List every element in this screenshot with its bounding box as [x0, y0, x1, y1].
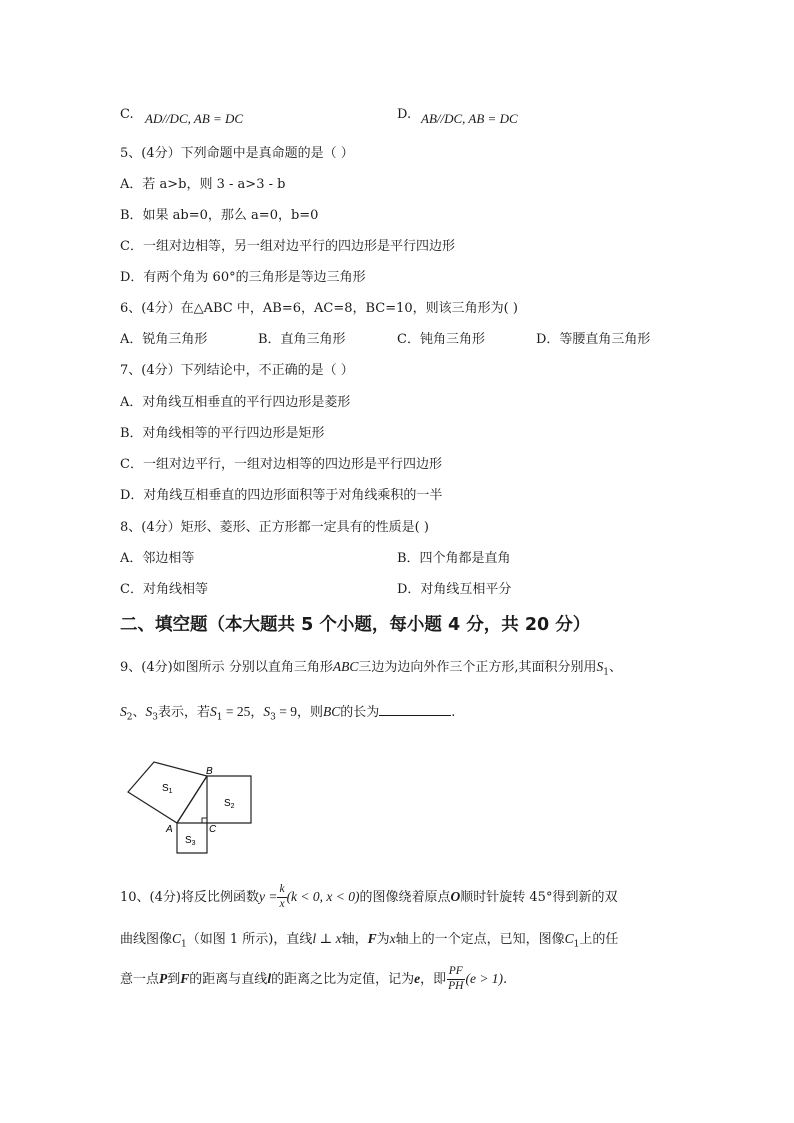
q9-s3-sub: 3: [152, 712, 158, 723]
q4-option-d-math: AB//DC, AB = DC: [421, 111, 518, 126]
q10-line-3: [120, 962, 507, 996]
q9-bc: BC: [323, 704, 341, 719]
q7-option-b: B．对角线相等的平行四边形是矩形: [120, 426, 325, 441]
q9-text3: 的长为: [340, 705, 380, 720]
q4-option-c-label: C.: [120, 107, 134, 122]
figure-label-a: A: [166, 824, 173, 835]
q10-l3-mid3: 的距离之比为定值，记为: [271, 971, 415, 987]
q9-triangle-abc: ABC: [332, 659, 359, 674]
q8-option-a: A．邻边相等: [120, 551, 195, 566]
q5-option-b: B．如果 ab=0，那么 a=0，b=0: [120, 208, 319, 223]
q9-line-1: [120, 660, 622, 678]
q10-e-condition: (e > 1): [465, 971, 504, 987]
q10-condition: (k < 0, x < 0): [286, 889, 360, 905]
figure-q9-squares: [118, 760, 268, 865]
q10-line-1: [120, 882, 617, 912]
q9-period: .: [451, 705, 456, 720]
q10-f: F: [367, 931, 377, 946]
q9-line-2: [120, 703, 455, 723]
q5-option-d: D．有两个角为 60°的三角形是等边三角形: [120, 270, 366, 285]
q9-comma: ，: [250, 705, 264, 720]
q9-s2: S: [120, 704, 127, 719]
q9-eq2: S: [263, 704, 271, 719]
q10-fraction-k-over-x: [277, 883, 286, 910]
q10-c1: C: [172, 931, 182, 946]
q9-mid: 三边为边向外作三个正方形,其面积分别用: [358, 660, 597, 675]
q6-option-a: A．锐角三角形: [120, 332, 208, 347]
q6-stem: 6、(4分）在△ABC 中，AB=6，AC=8，BC=10，则该三角形为( ): [120, 301, 518, 316]
q6-option-c: C．钝角三角形: [397, 332, 485, 347]
q5-option-a: A．若 a>b，则 3 - a>3 - b: [120, 177, 286, 192]
q8-option-d: D．对角线互相平分: [397, 582, 512, 597]
q10-line1-end: 顺时针旋转 45°得到新的双: [460, 889, 618, 905]
q7-stem: 7、(4分）下列结论中，不正确的是（ ）: [120, 363, 354, 378]
figure-label-c: C: [209, 824, 217, 835]
q10-c1b-sub: 1: [573, 939, 580, 950]
q9-s1-sub: 1: [603, 667, 609, 678]
q10-frac2-num: PF: [447, 965, 465, 979]
q10-e: e: [414, 971, 421, 987]
figure-label-s2: $S_2$: [224, 798, 235, 810]
q10-line-perp: l ⊥ x: [312, 931, 342, 946]
q4-option-d: [397, 108, 411, 121]
q9-eq2-val: = 9: [275, 704, 297, 719]
q10-l2-mid2: 轴，: [341, 932, 368, 947]
q10-origin-o: O: [450, 889, 461, 905]
figure-label-b: B: [206, 766, 213, 777]
q9-line1-end: 、: [608, 660, 622, 675]
q10-l2-mid4: 轴上的一个定点，已知，图像: [395, 932, 565, 947]
q10-l3-mid4: ，即: [420, 971, 447, 987]
q10-x: x: [389, 931, 396, 946]
q10-l3-start: 意一点: [120, 971, 160, 987]
q8-stem: 8、(4分）矩形、菱形、正方形都一定具有的性质是( ): [120, 520, 429, 535]
q10-l2-mid3: 为: [376, 932, 390, 947]
q9-eq1-sub: 1: [216, 712, 223, 723]
q10-c1b: C: [564, 931, 574, 946]
q9-eq1: S: [210, 704, 217, 719]
q10-l2-end: 上的任: [579, 932, 619, 947]
q10-frac-den: x: [279, 897, 285, 910]
q9-s3: S: [145, 704, 153, 719]
q9-sep: 、: [132, 705, 146, 720]
q6-option-d: D．等腰直角三角形: [536, 332, 651, 347]
square-s3: [177, 823, 207, 853]
figure-label-s1: $S_1$: [162, 783, 173, 795]
q9-eq2-sub: 3: [270, 712, 276, 723]
q8-option-c: C．对角线相等: [120, 582, 208, 597]
right-angle-mark: [202, 818, 207, 823]
q7-option-d: D．对角线互相垂直的四边形面积等于对角线乘积的一半: [120, 488, 443, 503]
q9-s1: S: [596, 659, 604, 674]
q9-answer-blank[interactable]: [379, 703, 451, 716]
q10-l: l: [267, 971, 272, 987]
q10-frac2-den: PH: [448, 979, 464, 992]
q10-f2: F: [180, 971, 190, 987]
q4-option-c: [120, 108, 134, 121]
q9-s2-sub: 2: [126, 712, 133, 723]
q4-option-c-math: AD//DC, AB = DC: [145, 111, 244, 126]
q10-l3-mid1: 到: [167, 971, 181, 987]
q10-prefix: 10、(4分)将反比例函数: [120, 889, 259, 905]
q10-line-2: [120, 932, 618, 950]
q10-l2-mid1: （如图 1 所示)，直线: [186, 932, 313, 947]
section-heading: 二、填空题（本大题共 5 个小题，每小题 4 分，共 20 分）: [120, 615, 591, 635]
q9-text1: 表示，若: [157, 705, 210, 720]
q10-frac-num: k: [277, 883, 286, 897]
q6-option-b: B．直角三角形: [258, 332, 346, 347]
q10-fraction-pf-over-ph: [446, 965, 465, 992]
q9-eq1-val: = 25: [222, 704, 251, 719]
q5-option-c: C．一组对边相等，另一组对边平行的四边形是平行四边形: [120, 239, 455, 254]
q10-suffix: 的图像绕着原点: [359, 889, 451, 905]
q10-p: P: [159, 971, 168, 987]
figure-label-s3: $S_3$: [185, 835, 196, 847]
q5-stem: 5、(4分）下列命题中是真命题的是（ ）: [120, 146, 354, 161]
q10-c1-sub: 1: [181, 939, 187, 950]
q9-prefix: 9、(4分)如图所示 分别以直角三角形: [120, 660, 333, 675]
q7-option-a: A．对角线互相垂直的平行四边形是菱形: [120, 395, 351, 410]
q7-option-c: C．一组对边平行，一组对边相等的四边形是平行四边形: [120, 457, 442, 472]
q9-text2: ，则: [296, 705, 323, 720]
q10-l3-end: .: [503, 971, 508, 987]
q4-option-d-label: D.: [397, 107, 412, 122]
q10-l3-mid2: 的距离与直线: [189, 971, 268, 987]
hypotenuse-ab: [177, 776, 207, 823]
q10-y-eq: y =: [258, 889, 278, 905]
q8-option-b: B．四个角都是直角: [397, 551, 511, 566]
q10-l2-start: 曲线图像: [120, 932, 173, 947]
